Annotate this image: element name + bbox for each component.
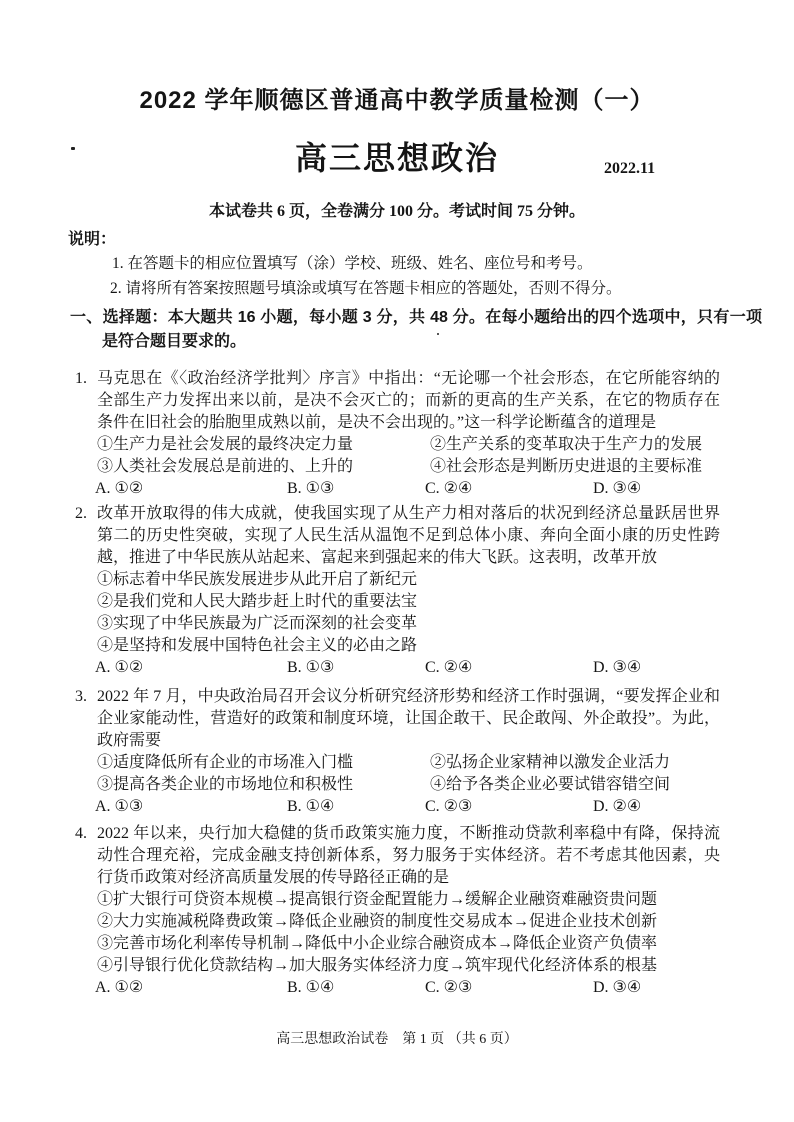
- question-1-choices: [95, 478, 720, 500]
- question-2-choice-b: B. ①③: [287, 659, 335, 676]
- question-3-stem: 2022 年 7 月，中央政治局召开会议分析研究经济形势和经济工作时强调，“要发挥企业和企业家能动性，营造好的政策和制度环境，让国企敢干、民企敢闯、外企敢投”。为此，政府需要: [97, 688, 720, 749]
- subject-title: 高三思想政治: [294, 140, 499, 176]
- question-3-choices: [95, 796, 720, 818]
- question-3-option-2: ②弘扬企业家精神以激发企业活力: [430, 754, 671, 771]
- question-2-choice-a: A. ①②: [95, 659, 144, 676]
- question-4-choice-b: B. ①④: [287, 979, 335, 996]
- question-2-option-4: ④是坚持和发展中国特色社会主义的必由之路: [97, 637, 418, 654]
- notice-label: 说明：: [68, 231, 117, 248]
- question-1-choice-d: D. ③④: [593, 480, 642, 497]
- question-3-option-3: ③提高各类企业的市场地位和积极性: [97, 776, 354, 793]
- question-2-option-3: ③实现了中华民族最为广泛而深刻的社会变革: [97, 615, 418, 632]
- question-4-choice-c: C. ②③: [425, 979, 473, 996]
- question-2-options: [97, 569, 720, 657]
- question-1-option-2: ②生产关系的变革取决于生产力的发展: [430, 436, 703, 453]
- question-3: [75, 686, 720, 818]
- question-4-options: [97, 889, 720, 977]
- question-2-option-1: ①标志着中华民族发展进步从此开启了新纪元: [97, 571, 418, 588]
- question-1-options: [97, 434, 720, 478]
- question-2-choices: [95, 657, 720, 679]
- question-4-choices: [95, 977, 720, 999]
- exam-title: 2022 学年顺德区普通高中教学质量检测（一）: [139, 87, 655, 114]
- question-1-choice-c: C. ②④: [425, 480, 473, 497]
- question-2-stem: 改革开放取得的伟大成就，使我国实现了从生产力相对落后的状况到经济总量跃居世界第二的历史性突破，实现了人民生活从温饱不足到总体小康、奔向全面小康的历史性跨越，推进了中华民族从站起来、富起来到强起来的伟大飞跃。这表明，改革开放: [97, 505, 720, 566]
- question-3-number: 3.: [75, 688, 87, 705]
- question-4-choice-d: D. ③④: [593, 979, 642, 996]
- question-3-choice-d: D. ②④: [593, 798, 642, 815]
- question-4-stem: 2022 年以来，央行加大稳健的货币政策实施力度，不断推动贷款利率稳中有降，保持流动性合理充裕，完成金融支持创新体系，努力服务于实体经济。若不考虑其他因素，央行货币政策对经济高质量发展的传导路径正确的是: [97, 825, 720, 886]
- question-1-choice-a: A. ①②: [95, 480, 144, 497]
- question-4-number: 4.: [75, 825, 87, 842]
- question-3-option-4: ④给予各类企业必要试错容错空间: [430, 776, 671, 793]
- exam-info-line: 本试卷共 6 页，全卷满分 100 分。考试时间 75 分钟。: [208, 203, 585, 220]
- question-4-option-4: ④引导银行优化贷款结构→加大服务实体经济力度→筑牢现代化经济体系的根基: [97, 957, 658, 974]
- question-2-choice-d: D. ③④: [593, 659, 642, 676]
- question-1: [75, 368, 720, 500]
- question-4-option-3: ③完善市场化利率传导机制→降低中小企业综合融资成本→降低企业资产负债率: [97, 935, 658, 952]
- exam-date: 2022.11: [604, 160, 656, 177]
- question-2: [75, 503, 720, 679]
- question-1-option-4: ④社会形态是判断历史进退的主要标准: [430, 458, 703, 475]
- notice-item-2: 2. 请将所有答案按照题号填涂或填写在答题卡相应的答题处，否则不得分。: [110, 280, 622, 297]
- question-4: [75, 823, 720, 999]
- question-3-choice-b: B. ①④: [287, 798, 335, 815]
- question-1-number: 1.: [75, 370, 87, 387]
- question-4-option-1: ①扩大银行可贷资本规模→提高银行资金配置能力→缓解企业融资难融资贵问题: [97, 891, 658, 908]
- notice-item-1: 1. 在答题卡的相应位置填写（涂）学校、班级、姓名、座位号和考号。: [112, 255, 593, 272]
- question-2-choice-c: C. ②④: [425, 659, 473, 676]
- question-2-option-2: ②是我们党和人民大踏步赶上时代的重要法宝: [97, 593, 418, 610]
- question-2-number: 2.: [75, 505, 87, 522]
- question-3-option-1: ①适度降低所有企业的市场准入门槛: [97, 754, 354, 771]
- question-3-choice-c: C. ②③: [425, 798, 473, 815]
- question-3-options: [97, 752, 720, 796]
- question-3-choice-a: A. ①③: [95, 798, 144, 815]
- question-1-option-3: ③人类社会发展总是前进的、上升的: [97, 458, 354, 475]
- page-footer: 高三思想政治试卷 第 1 页 （共 6 页）: [276, 1032, 518, 1047]
- question-4-choice-a: A. ①②: [95, 979, 144, 996]
- question-1-option-1: ①生产力是社会发展的最终决定力量: [97, 436, 354, 453]
- question-4-option-2: ②大力实施减税降费政策→降低企业融资的制度性交易成本→促进企业技术创新: [97, 913, 658, 930]
- question-1-choice-b: B. ①③: [287, 480, 335, 497]
- section-heading: 一、选择题：本大题共 16 小题，每小题 3 分，共 48 分。在每小题给出的四个选项中，只有一项是符合题目要求的。: [70, 309, 762, 350]
- question-1-stem: 马克思在《〈政治经济学批判〉序言》中指出：“无论哪一个社会形态，在它所能容纳的全部生产力发挥出来以前，是决不会灭亡的；而新的更高的生产关系，在它的物质存在条件在旧社会的胎胞里成熟以前，是决不会出现的。”这一科学论断蕴含的道理是: [97, 370, 720, 431]
